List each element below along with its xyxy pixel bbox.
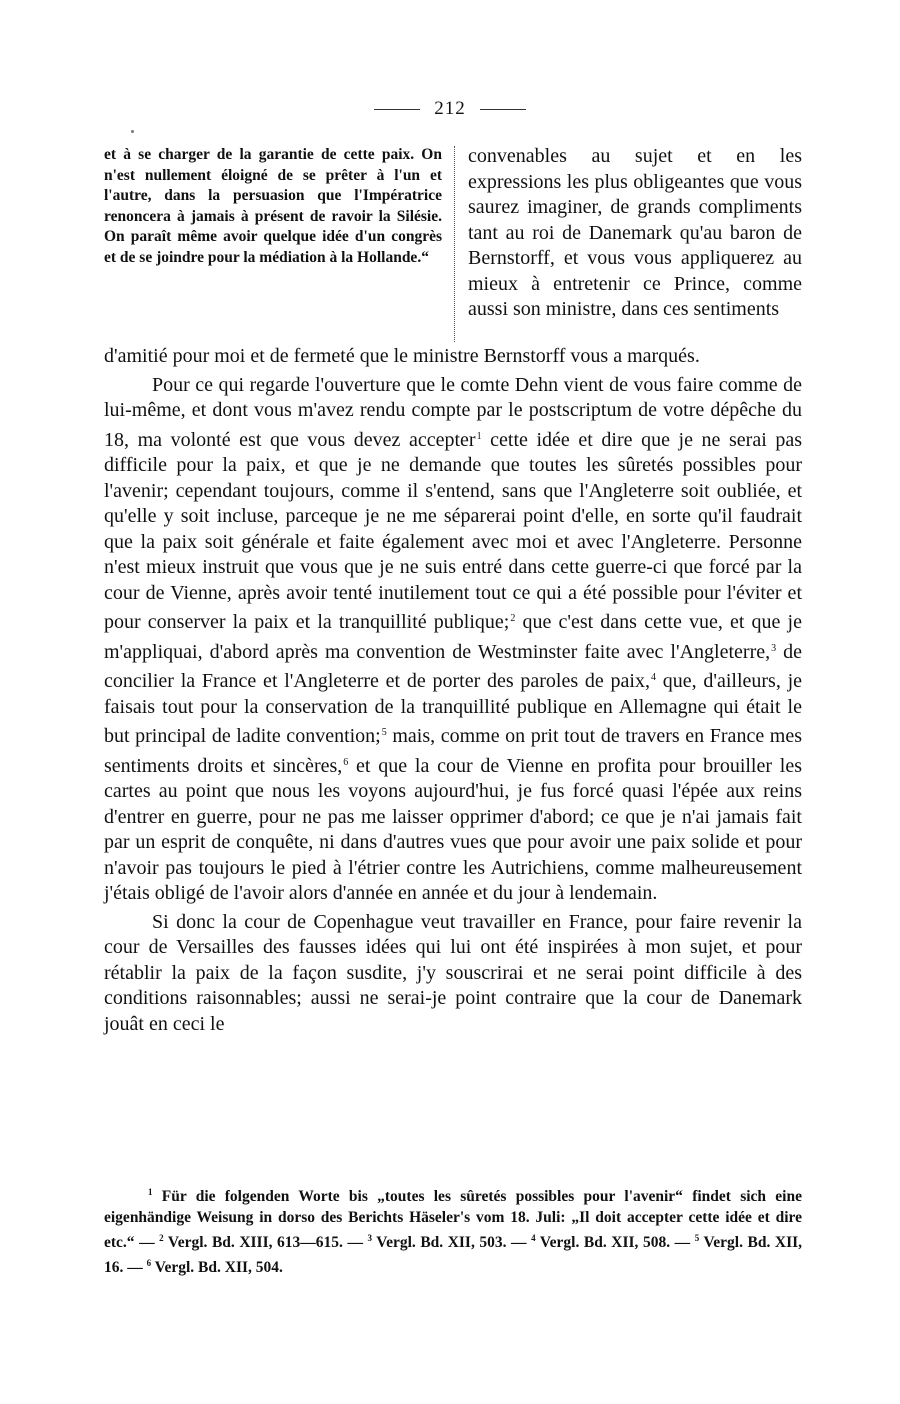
paragraph-1-segment-5: que, d'ailleurs, je faisais tout pour la conservation de la tranquillité publique en Allemagne qui était le but principal de ladite convention; <box>104 670 803 747</box>
footnote-marker-5: 5 <box>694 1233 700 1243</box>
footnote-ref-5: 5 <box>381 727 387 738</box>
paragraph-2: Si donc la cour de Copenhague veut travailler en France, pour faire revenir la cour de Versailles des fausses idées qui lui ont été inspirées à mon sujet, et pour rétablir la paix de la façon susdite, j'y souscrirai et ne serai point difficile à des conditions raisonnables; aussi ne serai-je point contraire que la cour de Danemark jouât en ceci le <box>104 910 802 1035</box>
footnote-4-text: Vergl. Bd. XII, 508. — <box>535 1234 695 1251</box>
right-column <box>468 144 802 323</box>
print-speck <box>131 130 134 133</box>
column-divider <box>454 146 455 342</box>
footnote-3-text: Vergl. Bd. XII, 503. — <box>372 1234 532 1251</box>
paragraph-1-segment-1: Pour ce qui regarde l'ouverture que le comte Dehn vient de vous faire comme de lui-même, et dont vous m'avez rendu compte par le postscriptum de votre dépêche du 18, ma volonté est que vous devez accepter <box>104 373 802 451</box>
footnote-ref-6: 6 <box>343 756 349 768</box>
footnote-1-text: Für die folgenden Worte bis „toutes les sûretés possibles pour l'avenir“ findet sich eine eigenhändige Weisung in dorso des Berichts Häseler's vom 18. Juli: „Il doit accepter cette idée et dire etc.“ — <box>104 1188 802 1251</box>
footnotes <box>104 1182 802 1278</box>
header-rule-left <box>374 109 420 110</box>
footnote-5-text: Vergl. Bd. XII, 16. — <box>104 1234 803 1276</box>
page-header <box>0 98 900 120</box>
footnote-marker-3: 3 <box>367 1233 373 1243</box>
footnote-2-text: Vergl. Bd. XIII, 613—615. — <box>163 1234 368 1251</box>
right-column-text: convenables au sujet et en les expressions les plus obligeantes que vous saurez imaginer, de grands compliments tant au roi de Danemark qu'au baron de Bernstorff, et vous vous appliquerez au mieux à entretenir ce Prince, comme aussi son ministre, dans ces sentiments <box>468 145 802 320</box>
paragraph-1-segment-4: de concilier la France et l'Angleterre et de porter des paroles de paix, <box>104 640 802 692</box>
paragraph-1 <box>104 373 802 907</box>
page-number: 212 <box>434 98 466 119</box>
footnote-ref-3: 3 <box>771 642 777 654</box>
left-column-quote <box>104 145 442 269</box>
footnote-block <box>104 1182 802 1278</box>
footnote-marker-4: 4 <box>531 1233 536 1243</box>
left-column-text: et à se charger de la garantie de cette paix. On n'est nullement éloigné de se prêter à l'un et l'autre, dans la persuasion que l'Impératrice renoncera à jamais à présent de ravoir la Silésie. On paraît même avoir quelque idée d'un congrès et de se joindre pour la médiation à la Hollande.“ <box>104 146 442 266</box>
footnote-marker-2: 2 <box>159 1233 164 1243</box>
paragraph-1-segment-7: et que la cour de Vienne en profita pour brouiller les cartes au point que nous les voyons aujourd'hui, je fus forcé quasi l'épée aux reins d'entrer en guerre, pour ne pas me laisser opprimer d'abord; ce que je n'ai jamais fait par un esprit de conquête, ni dans d'autres vues que pour avoir une paix solide et pour n'avoir pas toujours le pied à l'étrier contre les Autrichiens, comme malheureusement j'étais obligé de l'avoir alors d'année en année et du jour à lendemain. <box>104 754 803 904</box>
footnote-marker-1: 1 <box>148 1187 153 1197</box>
paragraph-1-segment-2: cette idée et dire que je ne serai pas difficile pour la paix, et que je ne demande que toutes les sûretés possibles pour l'avenir; cependant toujours, comme il s'entend, sans que l'Angleterre soit oubliée, et qu'elle y soit incluse, parceque je ne me séparerai point d'elle, en sorte qu'il faudrait que la paix soit générale et faite également avec moi et avec l'Angleterre. Personne n'est mieux instruit que vous que je ne suis entré dans cette guerre-ci que forcé par la cour de Vienne, après avoir tenté inutilement tout ce qui a été possible pour l'éviter et pour conserver la paix et la tranquillité publique; <box>104 428 802 633</box>
header-rule-right <box>480 109 526 110</box>
footnote-6-text: Vergl. Bd. XII, 504. <box>151 1259 283 1276</box>
footnote-ref-4: 4 <box>650 672 656 683</box>
continuation-line: d'amitié pour moi et de fermeté que le ministre Bernstorff vous a marqués. <box>104 345 700 367</box>
main-text <box>104 344 802 1037</box>
paragraph-1-segment-6: mais, comme on prit tout de travers en France mes sentiments droits et sincères, <box>104 725 803 777</box>
paragraph-1-segment-3: que c'est dans cette vue, et que je m'appliquai, d'abord après ma convention de Westminster faite avec l'Angleterre, <box>104 611 802 663</box>
footnote-ref-1: 1 <box>476 430 482 442</box>
footnote-marker-6: 6 <box>146 1258 152 1268</box>
footnote-ref-2: 2 <box>510 613 516 624</box>
